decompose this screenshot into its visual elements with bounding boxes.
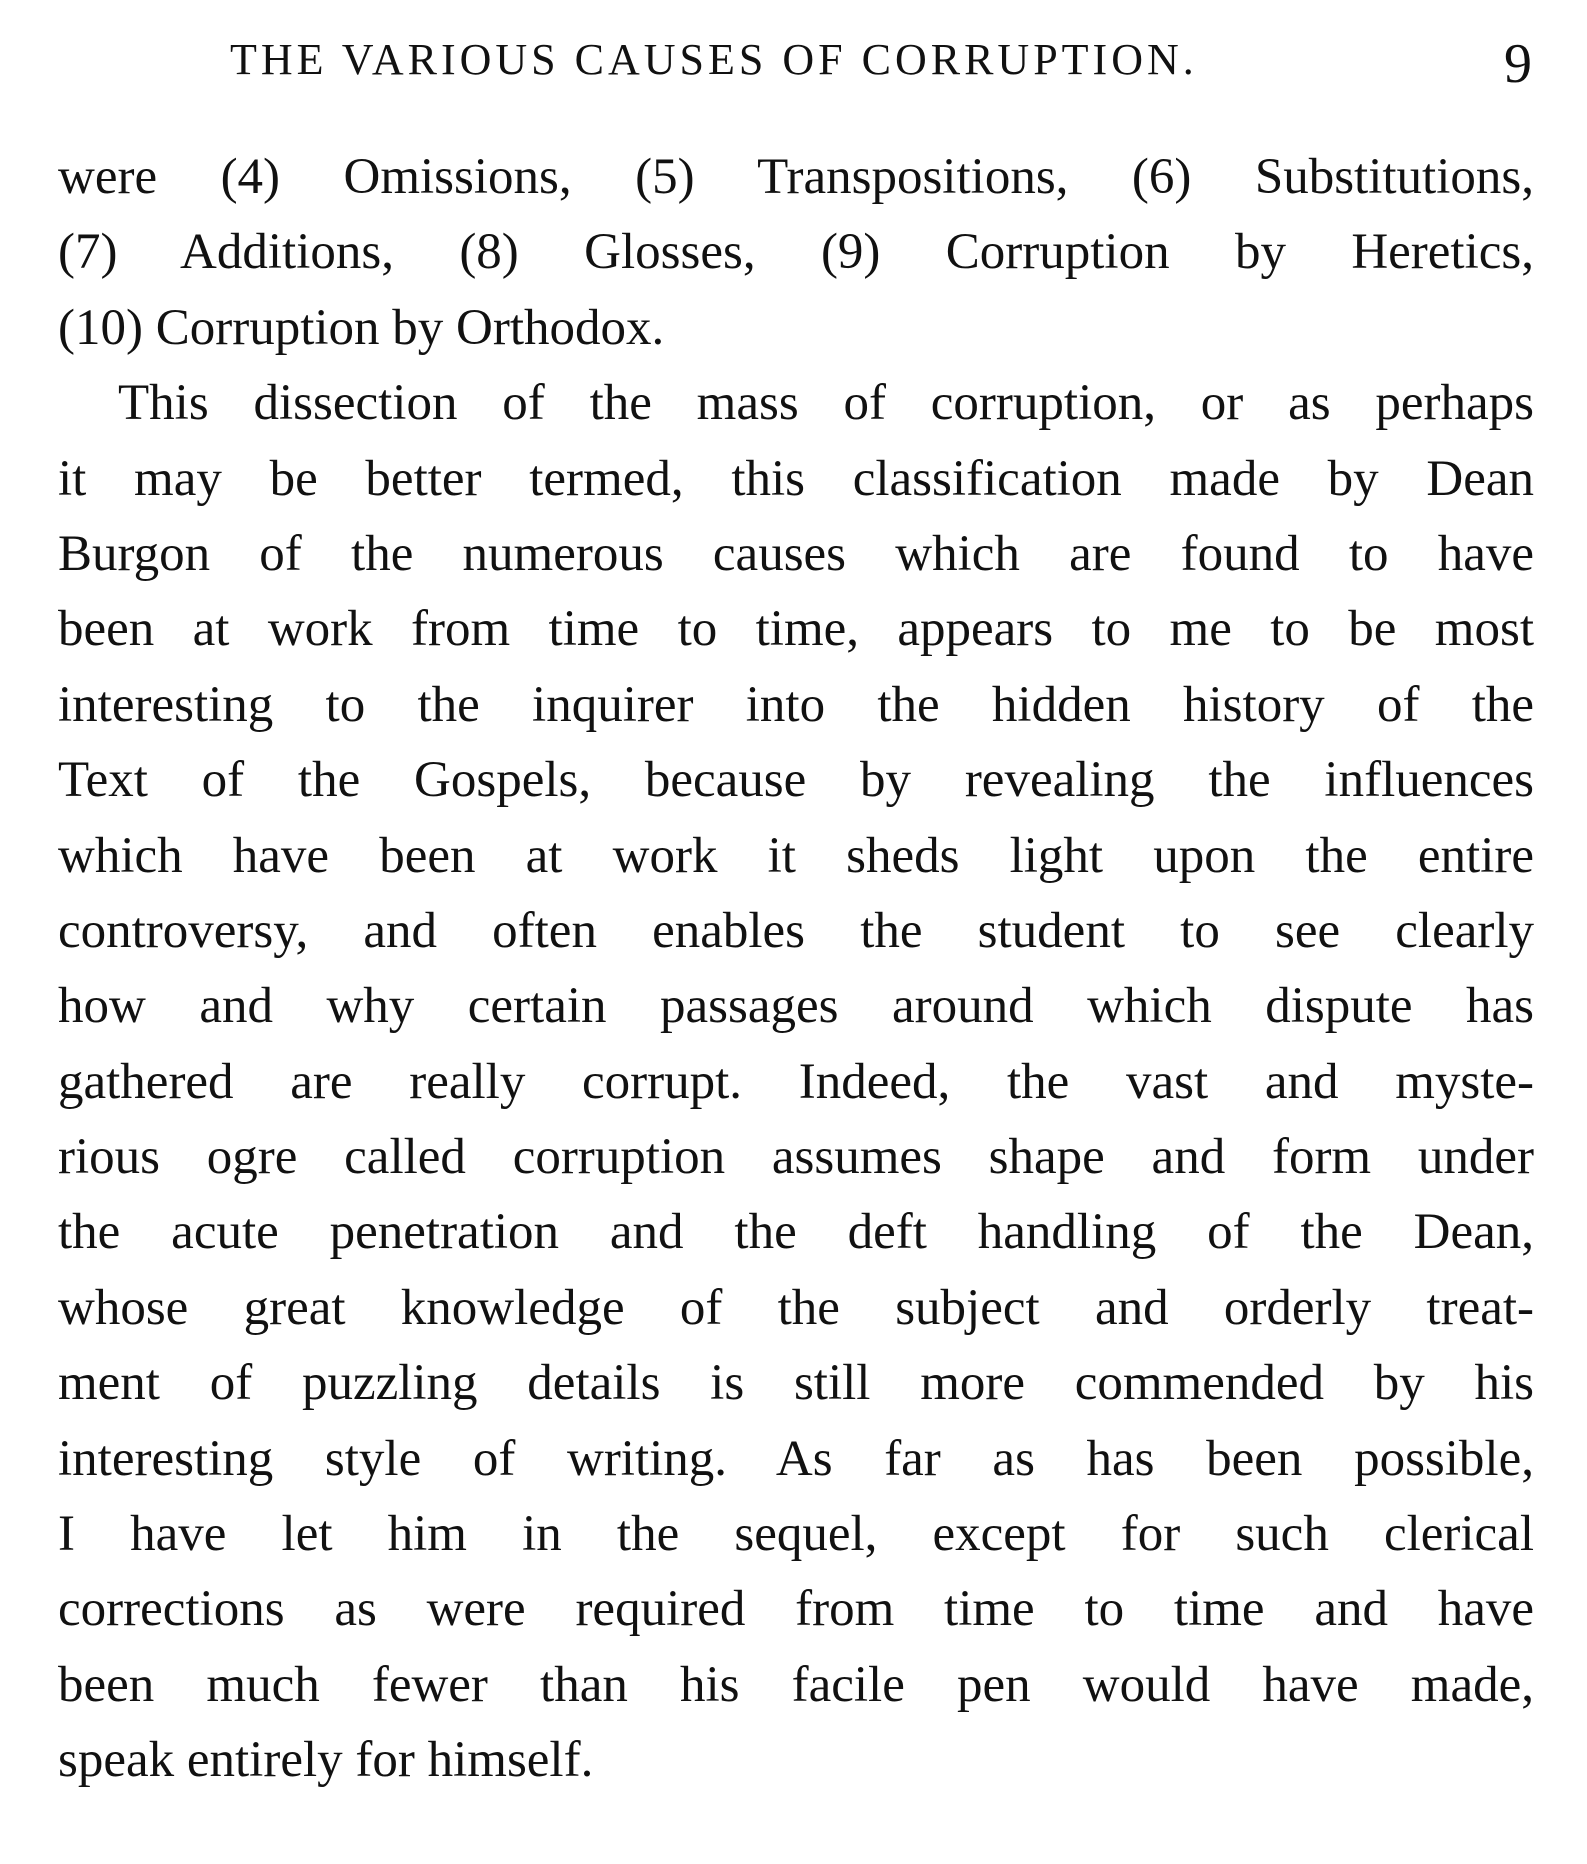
- paragraph-2: [58, 366, 1534, 1798]
- text-line: gathered are really corrupt. Indeed, the vast and myste-: [58, 1053, 1534, 1110]
- text-line: been much fewer than his facile pen would have made,: [58, 1656, 1534, 1713]
- text-line: interesting to the inquirer into the hidden history of the: [58, 676, 1534, 733]
- text-line: controversy, and often enables the student to see clearly: [58, 902, 1534, 959]
- text-line: (7) Additions, (8) Glosses, (9) Corruption by Heretics,: [58, 224, 1534, 281]
- text-line: I have let him in the sequel, except for such clerical: [58, 1506, 1534, 1563]
- running-head: [230, 30, 1532, 95]
- text-line: speak entirely for himself.: [58, 1732, 594, 1789]
- text-line: been at work from time to time, appears to me to be most: [58, 601, 1534, 658]
- text-line: which have been at work it sheds light upon the entire: [58, 827, 1534, 884]
- text-line: how and why certain passages around which dispute has: [58, 978, 1534, 1035]
- text-line: rious ogre called corruption assumes shape and form under: [58, 1129, 1534, 1186]
- text-line: whose great knowledge of the subject and orderly treat-: [58, 1279, 1534, 1336]
- text-line: Text of the Gospels, because by revealing the influences: [58, 752, 1534, 809]
- text-line: (10) Corruption by Orthodox.: [58, 299, 665, 356]
- text-line: Burgon of the numerous causes which are found to have: [58, 525, 1534, 582]
- text-line: This dissection of the mass of corruption, or as perhaps: [118, 375, 1534, 432]
- text-line: were (4) Omissions, (5) Transpositions, (6) Substitutions,: [58, 149, 1534, 205]
- body-text: [58, 140, 1534, 1799]
- text-line: ment of puzzling details is still more commended by his: [58, 1355, 1534, 1412]
- text-line: corrections as were required from time to time and have: [58, 1581, 1534, 1638]
- text-line: interesting style of writing. As far as has been possible,: [58, 1430, 1534, 1487]
- text-line: it may be better termed, this classification made by Dean: [58, 450, 1534, 507]
- running-title: THE VARIOUS CAUSES OF CORRUPTION.: [230, 35, 1198, 84]
- text-line: the acute penetration and the deft handling of the Dean,: [58, 1204, 1534, 1261]
- page-number: 9: [1504, 33, 1532, 95]
- paragraph-1: [58, 140, 1534, 366]
